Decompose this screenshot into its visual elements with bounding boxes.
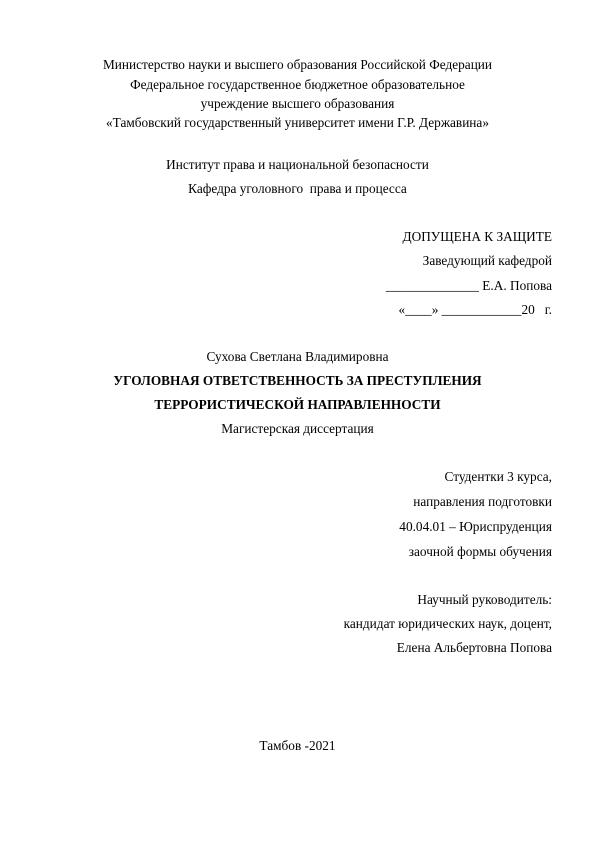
- signature-line: ______________ Е.А. Попова: [385, 278, 552, 293]
- thesis-type: Магистерская диссертация: [221, 421, 374, 436]
- date-line: «____» ____________20 г.: [398, 302, 552, 317]
- chair-name: Кафедра уголовного права и процесса: [188, 181, 407, 196]
- thesis-title-line1: УГОЛОВНАЯ ОТВЕТСТВЕННОСТЬ ЗА ПРЕСТУПЛЕНИЯ: [113, 373, 482, 388]
- institution-text-line1: Федеральное государственное бюджетное образовательное: [130, 77, 465, 92]
- institution-text-line2: учреждение высшего образования: [200, 96, 395, 111]
- institute-name: Институт права и национальной безопасности: [166, 157, 429, 172]
- supervisor-label: Научный руководитель:: [417, 592, 552, 607]
- supervisor-degree: кандидат юридических наук, доцент,: [343, 616, 552, 631]
- ministry-text: Министерство науки и высшего образования Российской Федерации: [102, 57, 493, 72]
- author-name: Сухова Светлана Владимировна: [206, 349, 389, 364]
- thesis-title-line2: ТЕРРОРИСТИЧЕСКОЙ НАПРАВЛЕННОСТИ: [154, 397, 441, 412]
- student-direction-label: направления подготовки: [413, 494, 552, 509]
- approval-status: ДОПУЩЕНА К ЗАЩИТЕ: [402, 229, 552, 244]
- city-year: Тамбов -2021: [259, 738, 336, 753]
- approval-role: Заведующий кафедрой: [422, 253, 552, 268]
- supervisor-name: Елена Альбертовна Попова: [396, 640, 552, 655]
- student-course: Студентки 3 курса,: [444, 469, 552, 484]
- student-direction-code: 40.04.01 – Юриспруденция: [399, 519, 552, 534]
- university-name: «Тамбовский государственный университет имени Г.Р. Державина»: [106, 115, 489, 130]
- student-study-form: заочной формы обучения: [408, 544, 552, 559]
